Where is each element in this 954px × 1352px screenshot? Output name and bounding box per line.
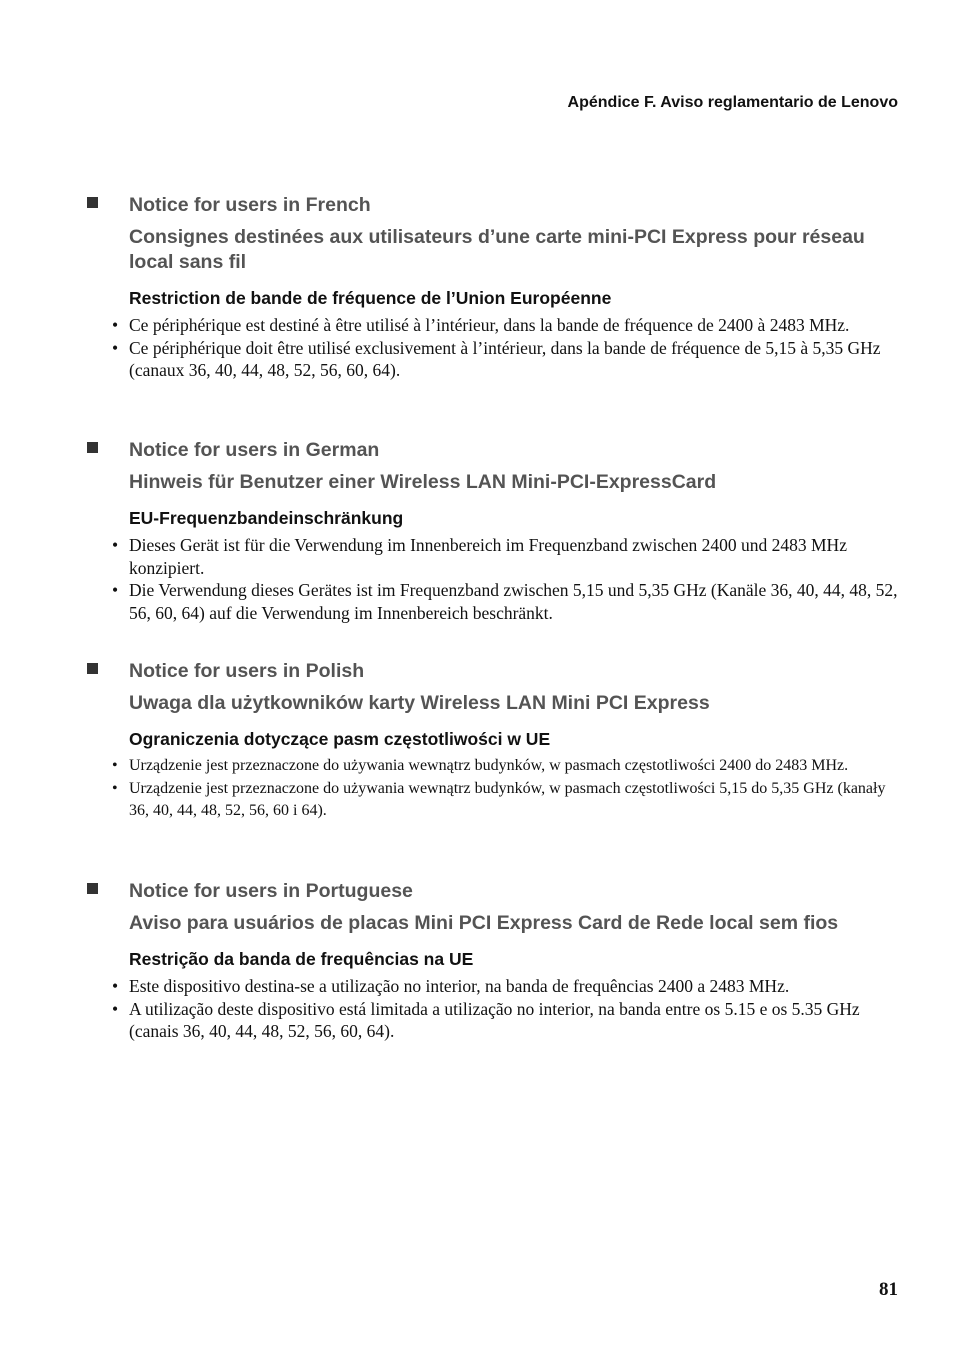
bullet-dot: • (112, 998, 119, 1019)
bullet-list (112, 314, 899, 382)
list-item (75, 579, 899, 624)
list-item (75, 755, 899, 778)
list-item (75, 534, 899, 579)
square-bullet-icon (87, 197, 98, 208)
restriction-heading: EU-Frequenzbandeinschränkung (129, 508, 404, 528)
running-header: Apéndice F. Aviso reglamentario de Lenovo (567, 94, 898, 111)
list-item-text: Dieses Gerät ist für die Verwendung im Innenbereich im Frequenzband zwischen 2400 und 2483 MHz konzipiert. (129, 535, 847, 578)
card-heading: Uwaga dla użytkowników karty Wireless LAN Mini PCI Express (129, 692, 710, 714)
card-heading: Aviso para usuários de placas Mini PCI Express Card de Rede local sem fios (129, 912, 839, 934)
bullet-dot: • (112, 976, 119, 996)
bullet-list (112, 534, 899, 624)
list-item (75, 337, 899, 382)
card-heading: Consignes destinées aux utilisateurs d’une carte mini-PCI Express pour réseau local sans fil (129, 226, 865, 273)
bullet-dot: • (112, 779, 118, 797)
bullet-list (112, 975, 899, 1043)
bullet-dot: • (112, 337, 119, 358)
bullet-dot: • (112, 535, 119, 555)
notice-heading: Notice for users in Polish (129, 660, 365, 682)
bullet-dot: • (112, 580, 119, 600)
notice-heading: Notice for users in French (129, 194, 371, 216)
square-bullet-icon (87, 442, 98, 453)
list-item (75, 314, 899, 337)
bullet-dot: • (112, 757, 118, 774)
bullet-list (112, 755, 899, 823)
list-item-text: Urządzenie jest przeznaczone do używania wewnątrz budynków, w pasmach częstotliwości 5,15 do 5,35 GHz (kanały 36, 40, 44, 48, 52, 56, 60 i 64). (129, 779, 886, 819)
list-item-text: A utilização deste dispositivo está limitada a utilização no interior, na banda entre os 5.15 e os 5.35 GHz (canais 36, 40, 44, 48, 52, 56, 60, 64). (129, 998, 860, 1041)
section-polish (112, 659, 899, 823)
section-german (112, 438, 899, 624)
restriction-heading: Restrição da banda de frequências na UE (129, 949, 474, 969)
square-bullet-icon (87, 883, 98, 894)
list-item (75, 778, 899, 823)
list-item (75, 998, 899, 1043)
restriction-heading: Restriction de bande de fréquence de l’Union Européenne (129, 288, 612, 308)
section-portuguese (112, 879, 899, 1043)
list-item-text: Este dispositivo destina-se a utilização no interior, na banda de frequências 2400 a 2483 MHz. (129, 976, 790, 996)
notice-heading: Notice for users in Portuguese (129, 880, 413, 902)
page-number: 81 (879, 1279, 898, 1300)
notice-heading: Notice for users in German (129, 439, 380, 461)
section-french (112, 193, 899, 382)
list-item (75, 975, 899, 998)
bullet-dot: • (112, 315, 119, 335)
card-heading: Hinweis für Benutzer einer Wireless LAN Mini-PCI-ExpressCard (129, 471, 717, 493)
restriction-heading: Ograniczenia dotyczące pasm częstotliwości w UE (129, 729, 551, 749)
square-bullet-icon (87, 663, 98, 674)
list-item-text: Ce périphérique doit être utilisé exclusivement à l’intérieur, dans la bande de fréquence de 5,15 à 5,35 GHz (canaux 36, 40, 44, 48, 52, 56, 60, 64). (129, 337, 881, 380)
list-item-text: Ce périphérique est destiné à être utilisé à l’intérieur, dans la bande de fréquence de 2400 à 2483 MHz. (129, 315, 850, 335)
list-item-text: Die Verwendung dieses Gerätes ist im Frequenzband zwischen 5,15 und 5,35 GHz (Kanäle 36, 40, 44, 48, 52, 56, 60, 64) auf die Verwendung im Innenbereich beschränkt. (129, 580, 898, 623)
list-item-text: Urządzenie jest przeznaczone do używania wewnątrz budynków, w pasmach częstotliwości 2400 do 2483 MHz. (129, 757, 849, 774)
